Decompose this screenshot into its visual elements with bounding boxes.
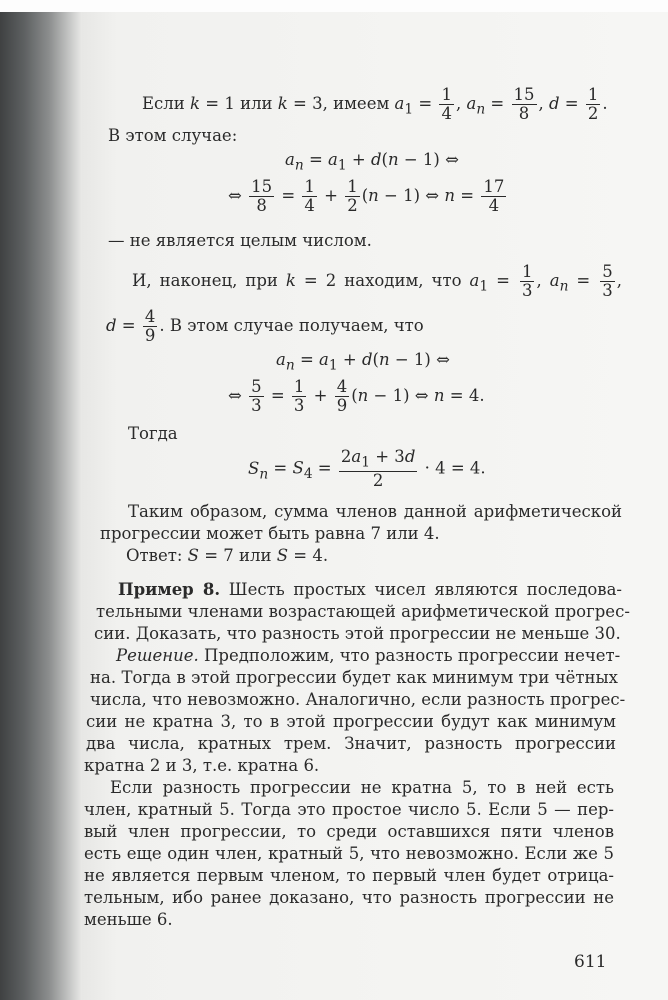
text-line-9: Ответ: S = 7 или S = 4.	[126, 546, 329, 565]
text-line-12: сии. Доказать, что разность этой прогрессии не меньше 30.	[94, 624, 621, 643]
text-line-2: В этом случае:	[108, 126, 238, 145]
text-line-21: вый член прогрессии, то среди оставшихся пяти членов	[84, 822, 614, 841]
text-line-13: Решение. Предположим, что разность прогрессии нечет-	[116, 646, 621, 665]
text-line-17: два числа, кратных трем. Значит, разность прогрессии	[86, 734, 616, 753]
text-line-7: Таким образом, сумма членов данной арифметической	[128, 502, 622, 521]
equation-4: ⇔ $\frac{5}{3}$ = $\frac{1}{3}$ + $\frac{4}{9}$ (n − 1) ⇔ n = 4.	[228, 377, 485, 415]
book-spine	[0, 12, 82, 1000]
equation-5: $S_n = S_4$ = $\frac{2a_1 + 3d}{2}$ · 4 = 4.	[248, 447, 486, 491]
text-line-22: есть еще один член, кратный 5, что невозможно. Если же 5	[84, 844, 614, 863]
text-line-24: тельным, ибо ранее доказано, что разность прогрессии не	[84, 888, 614, 907]
text-line-10: Пример 8. Шесть простых чисел являются последова-	[118, 580, 622, 599]
text-line-6: Тогда	[128, 424, 178, 443]
text-line-19: Если разность прогрессии не кратна 5, то в ней есть	[110, 778, 614, 797]
text-line-8: прогрессии может быть равна 7 или 4.	[100, 524, 440, 543]
text-line-3: — не является целым числом.	[108, 231, 372, 250]
text-line-20: член, кратный 5. Тогда это простое число 5. Если 5 — пер-	[84, 800, 614, 819]
text-line-4: И, наконец, при k = 2 находим, что $a_1$ = $\frac{1}{3}$ , $a_n$ = $\frac{5}{3}$ ,	[132, 262, 623, 300]
text-line-1: Если k = 1 или k = 3, имеем $a_1$ = $\frac{1}{4}$ , $a_n$ = $\frac{15}{8}$ , d = $\frac{1}{2}$ .	[142, 85, 608, 123]
text-line-23: не является первым членом, то первый член будет отрица-	[84, 866, 614, 885]
text-line-25: меньше 6.	[84, 910, 173, 929]
page-number: 611	[574, 952, 607, 972]
text-line-16: сии не кратна 3, то в этой прогрессии будут как минимум	[86, 712, 616, 731]
text-line-15: числа, что невозможно. Аналогично, если разность прогрес-	[90, 690, 626, 709]
equation-2: ⇔ $\frac{15}{8}$ = $\frac{1}{4}$ + $\frac{1}{2}$ (n − 1) ⇔ n = $\frac{17}{4}$	[228, 177, 505, 215]
equation-3: $a_n = a_1 + d(n - 1)$ ⇔	[276, 350, 450, 374]
equation-1: $a_n = a_1 + d(n - 1)$ ⇔	[285, 150, 459, 174]
text-line-5: d = $\frac{4}{9}$ . В этом случае получаем, что	[106, 307, 424, 345]
text-line-14: на. Тогда в этой прогрессии будет как минимум три чётных	[90, 668, 618, 687]
text-line-18: кратна 2 и 3, т.е. кратна 6.	[84, 756, 320, 775]
text-line-11: тельными членами возрастающей арифметической прогрес-	[96, 602, 630, 621]
